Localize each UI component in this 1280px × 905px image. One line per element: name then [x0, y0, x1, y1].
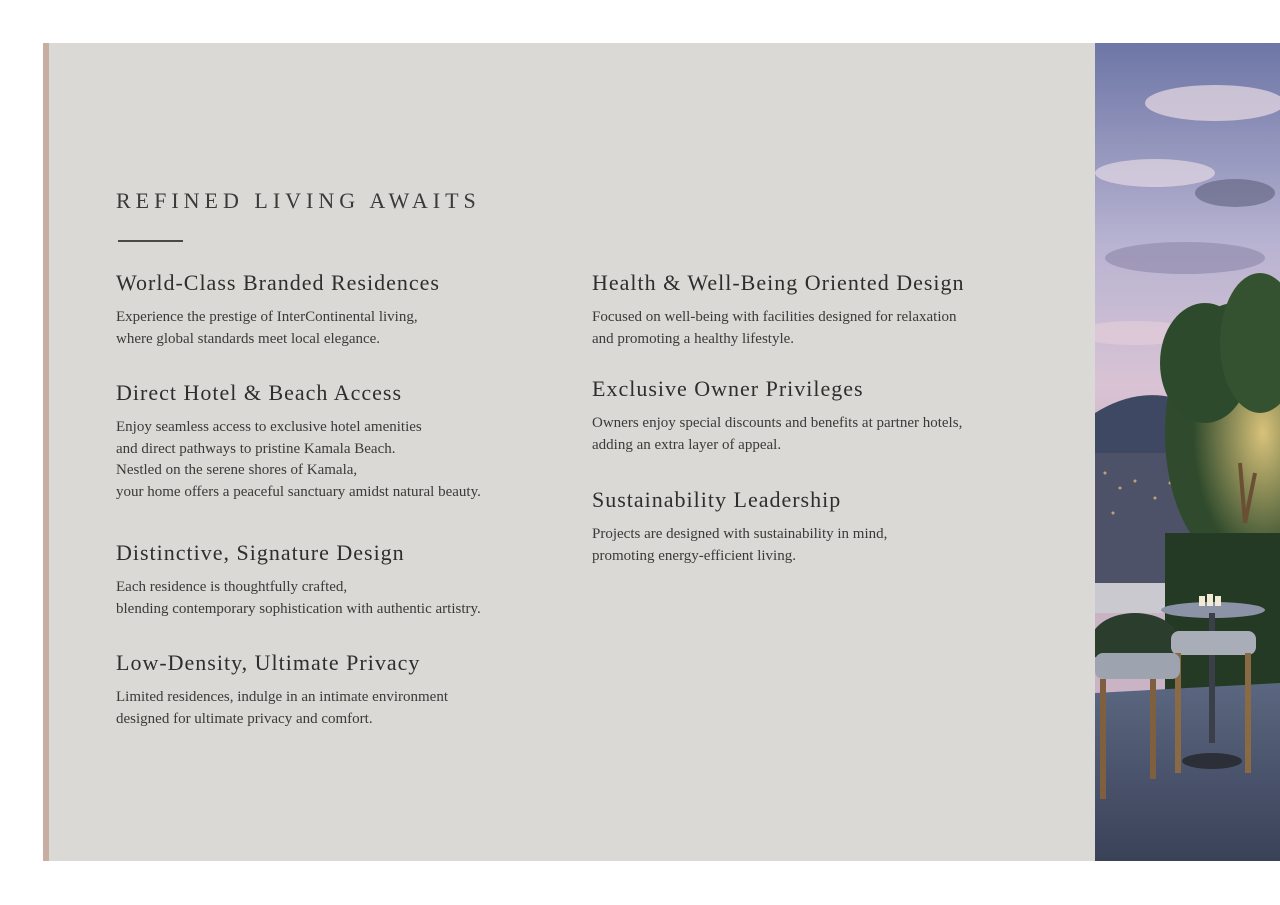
feature-title: Health & Well-Being Oriented Design	[592, 270, 965, 295]
feature-sustainability	[592, 486, 1032, 567]
feature-title: Direct Hotel & Beach Access	[116, 380, 403, 405]
feature-line: Experience the prestige of InterContinental living,	[116, 309, 418, 325]
feature-hotel-beach	[116, 379, 556, 503]
feature-description	[592, 524, 1032, 567]
feature-world-class	[116, 269, 556, 350]
terrace-photo	[1095, 43, 1280, 861]
feature-line: blending contemporary sophistication with authentic artistry.	[116, 600, 481, 617]
feature-line: promoting energy-efficient living.	[592, 547, 796, 564]
feature-line: Nestled on the serene shores of Kamala,	[116, 462, 358, 478]
feature-line: Limited residences, indulge in an intimate environment	[116, 689, 448, 705]
feature-line: Owners enjoy special discounts and benefits at partner hotels,	[592, 415, 963, 431]
feature-description	[116, 577, 556, 620]
content-panel	[43, 43, 1095, 861]
feature-description	[592, 413, 1032, 456]
feature-line: Focused on well-being with facilities designed for relaxation	[592, 309, 957, 325]
feature-line: Projects are designed with sustainability in mind,	[592, 526, 888, 542]
feature-description	[592, 307, 1032, 350]
feature-line: designed for ultimate privacy and comfort.	[116, 710, 373, 727]
page-heading: REFINED LIVING AWAITS	[116, 188, 481, 213]
feature-title: Distinctive, Signature Design	[116, 540, 405, 565]
feature-title: Sustainability Leadership	[592, 487, 842, 512]
feature-title: Exclusive Owner Privileges	[592, 376, 864, 401]
feature-title: Low-Density, Ultimate Privacy	[116, 650, 421, 675]
feature-description	[116, 687, 556, 730]
feature-signature-design	[116, 539, 556, 620]
feature-line: your home offers a peaceful sanctuary amidst natural beauty.	[116, 483, 481, 500]
feature-title: World-Class Branded Residences	[116, 270, 440, 295]
accent-bar	[43, 43, 49, 861]
feature-line: adding an extra layer of appeal.	[592, 436, 782, 453]
feature-owner-privileges	[592, 375, 1032, 456]
feature-line: Each residence is thoughtfully crafted,	[116, 579, 348, 595]
feature-wellbeing	[592, 269, 1032, 350]
feature-privacy	[116, 649, 556, 730]
feature-line: and promoting a healthy lifestyle.	[592, 330, 795, 347]
heading-divider	[118, 240, 183, 242]
feature-line: and direct pathways to pristine Kamala Beach.	[116, 440, 396, 457]
feature-description	[116, 307, 556, 350]
feature-line: where global standards meet local elegance.	[116, 330, 381, 347]
feature-line: Enjoy seamless access to exclusive hotel amenities	[116, 419, 422, 435]
feature-description	[116, 417, 556, 503]
